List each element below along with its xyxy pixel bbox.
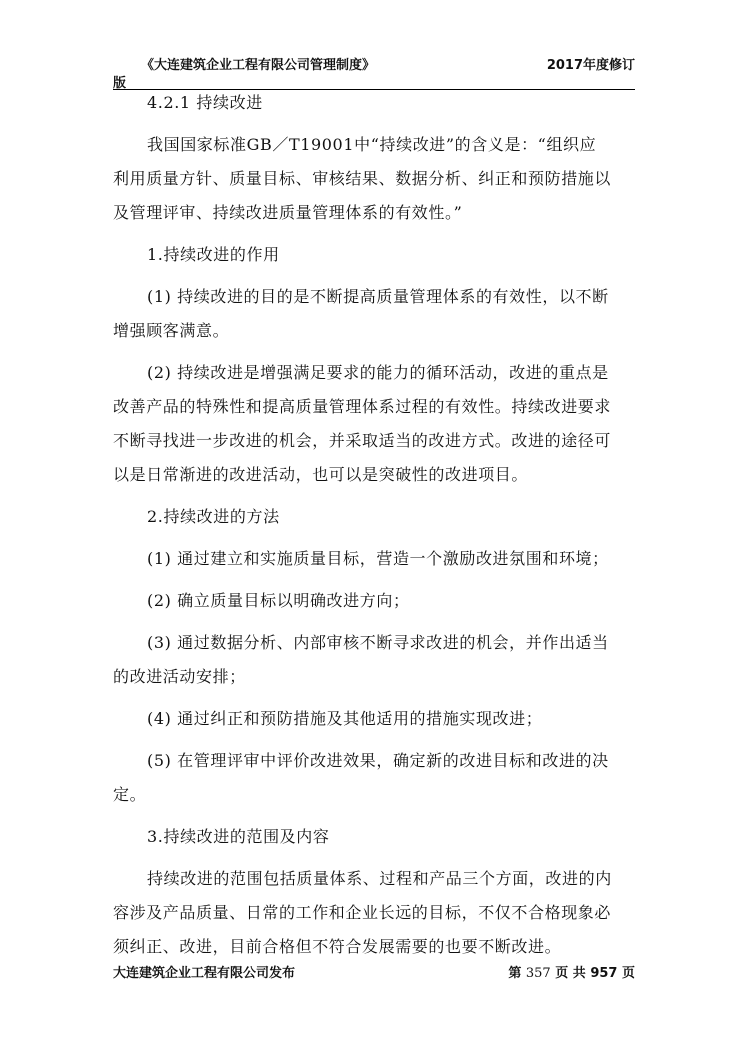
header-rule bbox=[113, 89, 635, 90]
page-mid: 页 共 bbox=[555, 966, 586, 981]
paragraph-line: 我国国家标准GB／T19001中“持续改进”的含义是：“组织应 bbox=[147, 135, 597, 154]
paragraph-line: 不断寻找进一步改进的机会，并采取适当的改进方式。改进的途径可 bbox=[113, 431, 612, 450]
list-item-continued: 定。 bbox=[113, 785, 147, 804]
page-number bbox=[508, 962, 635, 981]
list-item: (5) 在管理评审中评价改进效果，确定新的改进目标和改进的决 bbox=[147, 751, 609, 770]
section-heading: 4.2.1 持续改进 bbox=[147, 93, 263, 112]
total-pages: 957 bbox=[590, 966, 618, 981]
list-item: (3) 通过数据分析、内部审核不断寻求改进的机会，并作出适当 bbox=[147, 633, 609, 652]
paragraph-line: (1) 持续改进的目的是不断提高质量管理体系的有效性，以不断 bbox=[147, 287, 609, 306]
paragraph-line: 增强顾客满意。 bbox=[113, 321, 230, 340]
list-item: (1) 通过建立和实施质量目标，营造一个激励改进氛围和环境； bbox=[147, 549, 609, 568]
revision-label-continued: 版 bbox=[113, 76, 127, 91]
document-title: 《大连建筑企业工程有限公司管理制度》 bbox=[141, 58, 376, 73]
list-item-continued: 的改进活动安排； bbox=[113, 667, 246, 686]
list-item: (2) 确立质量目标以明确改进方向； bbox=[147, 591, 410, 610]
page-suffix: 页 bbox=[621, 966, 635, 981]
revision-label: 2017年度修订 bbox=[546, 58, 635, 73]
paragraph-line: 及管理评审、持续改进质量管理体系的有效性。” bbox=[113, 203, 463, 222]
paragraph-line: 须纠正、改进，目前合格但不符合发展需要的也要不断改进。 bbox=[113, 937, 562, 956]
paragraph-line: (2) 持续改进是增强满足要求的能力的循环活动，改进的重点是 bbox=[147, 363, 609, 382]
paragraph-line: 以是日常渐进的改进活动，也可以是突破性的改进项目。 bbox=[113, 465, 529, 484]
paragraph-line: 容涉及产品质量、日常的工作和企业长远的目标，不仅不合格现象必 bbox=[113, 903, 612, 922]
current-page: 357 bbox=[525, 966, 551, 981]
list-item: (4) 通过纠正和预防措施及其他适用的措施实现改进； bbox=[147, 709, 543, 728]
page-prefix: 第 bbox=[508, 966, 522, 981]
subsection-heading: 2.持续改进的方法 bbox=[147, 507, 280, 526]
paragraph-line: 利用质量方针、质量目标、审核结果、数据分析、纠正和预防措施以 bbox=[113, 169, 612, 188]
subsection-heading: 1.持续改进的作用 bbox=[147, 245, 280, 264]
publisher-label: 大连建筑企业工程有限公司发布 bbox=[113, 966, 296, 981]
subsection-heading: 3.持续改进的范围及内容 bbox=[147, 827, 330, 846]
paragraph-line: 持续改进的范围包括质量体系、过程和产品三个方面，改进的内 bbox=[147, 869, 612, 888]
paragraph-line: 改善产品的特殊性和提高质量管理体系过程的有效性。持续改进要求 bbox=[113, 397, 612, 416]
